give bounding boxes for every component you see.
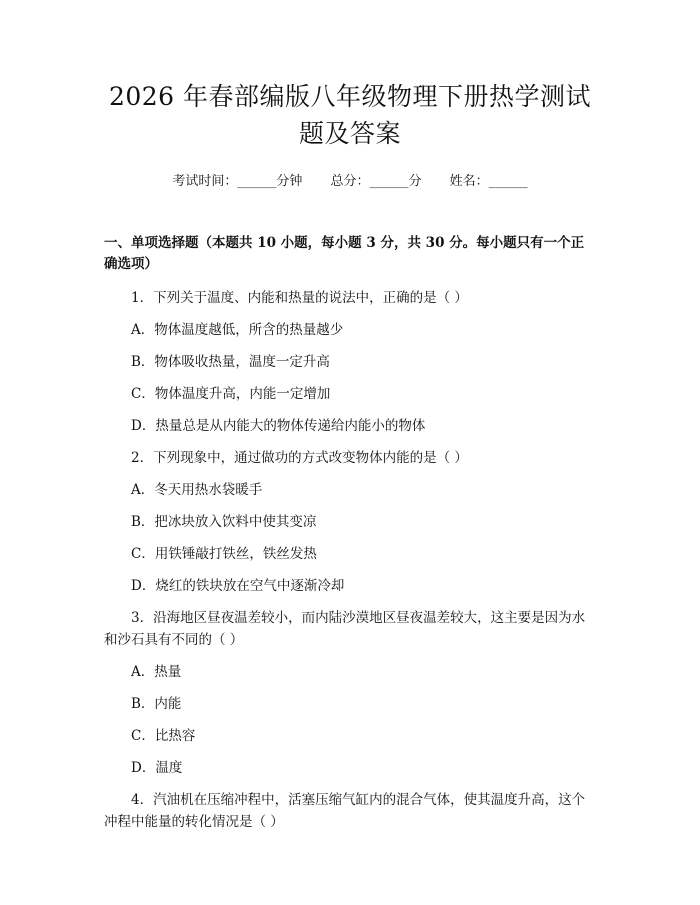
question-block (104, 789, 596, 833)
question-block (104, 287, 596, 437)
document-title: 2026 年春部编版八年级物理下册热学测试题及答案 (108, 82, 592, 148)
question-stem: 4．汽油机在压缩冲程中，活塞压缩气缸内的混合气体，使其温度升高，这个冲程中能量的转化情况是（ ） (104, 792, 586, 830)
question-option: C．物体温度升高，内能一定增加 (131, 386, 331, 402)
question-option: A．热量 (131, 664, 182, 680)
question-option: B．内能 (131, 696, 182, 712)
question-option: A．物体温度越低，所含的热量越少 (131, 322, 344, 338)
question-option: D．烧红的铁块放在空气中逐渐冷却 (131, 578, 345, 594)
question-stem: 2．下列现象中，通过做功的方式改变物体内能的是（ ） (131, 450, 468, 466)
total-score-field: 总分：______分 (330, 174, 422, 189)
question-option: D．热量总是从内能大的物体传递给内能小的物体 (131, 418, 426, 434)
question-stem: 3．沿海地区昼夜温差较小，而内陆沙漠地区昼夜温差较大，这主要是因为水和沙石具有不同的（ ） (104, 610, 586, 648)
question-option: B．把冰块放入饮料中使其变凉 (131, 514, 317, 530)
question-option: B．物体吸收热量，温度一定升高 (131, 354, 330, 370)
question-option: D．温度 (131, 760, 183, 776)
question-option: A．冬天用热水袋暖手 (131, 482, 263, 498)
student-name-field: 姓名：______ (449, 174, 528, 189)
section-heading: 一、单项选择题（本题共 10 小题，每小题 3 分，共 30 分。每小题只有一个正确选项） (104, 235, 585, 272)
exam-info (104, 172, 596, 192)
exam-time-field: 考试时间：______分钟 (172, 174, 303, 189)
question-option: C．比热容 (131, 728, 196, 744)
question-block (104, 607, 596, 779)
question-block (104, 447, 596, 597)
question-option: C．用铁锤敲打铁丝，铁丝发热 (131, 546, 317, 562)
question-stem: 1．下列关于温度、内能和热量的说法中，正确的是（ ） (131, 290, 468, 306)
